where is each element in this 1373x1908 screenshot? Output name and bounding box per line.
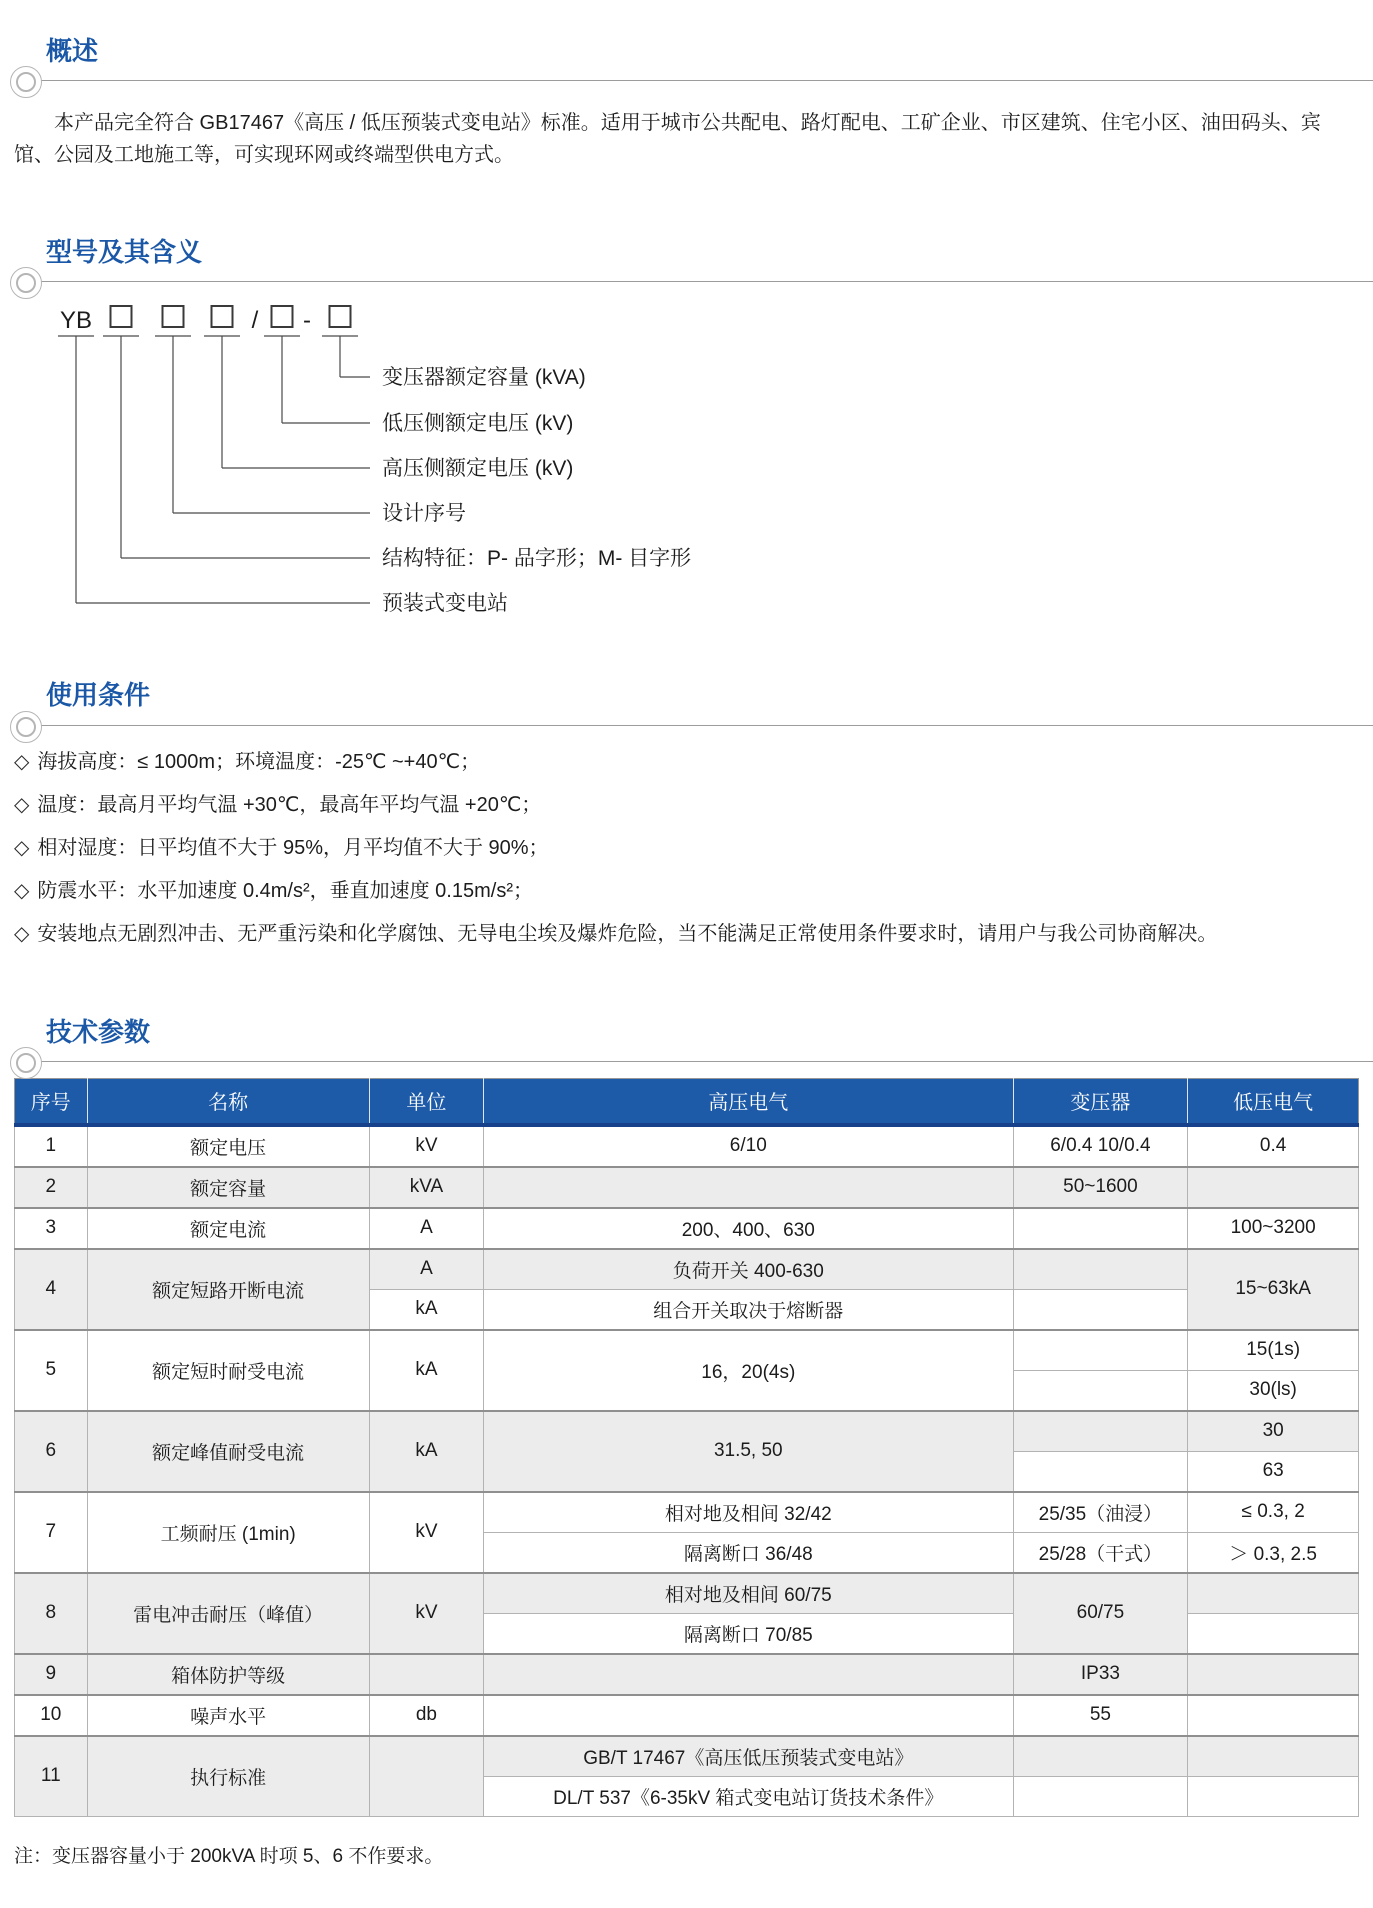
table-row xyxy=(15,1125,1359,1167)
cell-transformer xyxy=(1013,1451,1188,1492)
col-header-lv: 低压电气 xyxy=(1188,1078,1359,1125)
cell-name: 额定短时耐受电流 xyxy=(87,1330,369,1411)
cell-lv: 63 xyxy=(1188,1451,1359,1492)
cell-seq: 6 xyxy=(15,1411,88,1492)
model-label-substation: 预装式变电站 xyxy=(382,592,508,616)
model-dash: - xyxy=(303,307,311,335)
cell-name: 雷电冲击耐压（峰值） xyxy=(87,1573,369,1654)
col-header-seq: 序号 xyxy=(15,1078,88,1125)
section-title: 使用条件 xyxy=(46,680,151,711)
condition-text: 安装地点无剧烈冲击、无严重污染和化学腐蚀、无导电尘埃及爆炸危险，当不能满足正常使用条件要求时，请用户与我公司协商解决。 xyxy=(37,922,1218,945)
model-designation-diagram xyxy=(0,290,1373,622)
cell-lv: ≤ 0.3, 2 xyxy=(1188,1492,1359,1533)
cell-unit: A xyxy=(369,1249,483,1290)
cell-transformer: IP33 xyxy=(1013,1654,1188,1695)
model-box-2 xyxy=(163,306,184,327)
section-marker-icon xyxy=(10,66,42,98)
table-row xyxy=(15,1654,1359,1695)
condition-text: 海拔高度：≤ 1000m；环境温度：-25℃ ~+40℃； xyxy=(37,750,481,773)
col-header-name: 名称 xyxy=(87,1078,369,1125)
model-label-hv-voltage: 高压侧额定电压 (kV) xyxy=(382,457,574,481)
section-header xyxy=(0,670,1373,725)
cell-lv xyxy=(1188,1167,1359,1208)
cell-unit: kV xyxy=(369,1492,483,1573)
cell-lv: ＞ 0.3, 2.5 xyxy=(1188,1532,1359,1573)
model-slash: / xyxy=(251,307,259,335)
section-divider xyxy=(27,80,1373,81)
table-row xyxy=(15,1695,1359,1736)
list-item xyxy=(14,748,1359,777)
section-conditions xyxy=(0,670,1373,948)
cell-seq: 4 xyxy=(15,1249,88,1330)
cell-unit: kA xyxy=(369,1289,483,1330)
overview-paragraph: 本产品完全符合 GB17467《高压 / 低压预装式变电站》标准。适用于城市公共配电、路灯配电、工矿企业、市区建筑、住宅小区、油田码头、宾馆、公园及工地施工等，可实现环网或终端型供电方式。 xyxy=(14,112,1321,167)
section-header xyxy=(0,26,1373,81)
cell-transformer xyxy=(1013,1289,1188,1330)
diamond-bullet-icon: ◇ xyxy=(14,879,30,902)
cell-hv: 负荷开关 400-630 xyxy=(484,1249,1014,1290)
cell-hv: 相对地及相间 32/42 xyxy=(484,1492,1014,1533)
table-row xyxy=(15,1411,1359,1452)
cell-seq: 7 xyxy=(15,1492,88,1573)
cell-lv: 15~63kA xyxy=(1188,1249,1359,1330)
cell-name: 额定容量 xyxy=(87,1167,369,1208)
cell-name: 额定峰值耐受电流 xyxy=(87,1411,369,1492)
cell-hv xyxy=(484,1654,1014,1695)
cell-unit xyxy=(369,1736,483,1817)
cell-name: 额定电压 xyxy=(87,1125,369,1167)
model-label-capacity: 变压器额定容量 (kVA) xyxy=(382,366,586,390)
cell-transformer: 25/28（干式） xyxy=(1013,1532,1188,1573)
cell-unit: kA xyxy=(369,1411,483,1492)
section-title: 型号及其含义 xyxy=(46,237,203,268)
model-label-structure: 结构特征：P- 品字形；M- 目字形 xyxy=(382,547,692,571)
model-box-1 xyxy=(111,306,132,327)
cell-hv: 31.5, 50 xyxy=(484,1411,1014,1492)
cell-hv: 16，20(4s) xyxy=(484,1330,1014,1411)
cell-seq: 10 xyxy=(15,1695,88,1736)
cell-lv: 15(1s) xyxy=(1188,1330,1359,1371)
section-header xyxy=(0,1007,1373,1062)
cell-unit: db xyxy=(369,1695,483,1736)
table-row xyxy=(15,1573,1359,1614)
condition-text: 防震水平：水平加速度 0.4m/s²，垂直加速度 0.15m/s²； xyxy=(37,879,533,902)
diamond-bullet-icon: ◇ xyxy=(14,750,30,773)
cell-seq: 3 xyxy=(15,1208,88,1249)
cell-lv xyxy=(1188,1776,1359,1816)
cell-lv xyxy=(1188,1736,1359,1777)
cell-unit: kV xyxy=(369,1573,483,1654)
diamond-bullet-icon: ◇ xyxy=(14,836,30,859)
cell-transformer xyxy=(1013,1370,1188,1411)
model-label-design-serial: 设计序号 xyxy=(382,502,466,526)
cell-name: 工频耐压 (1min) xyxy=(87,1492,369,1573)
list-item xyxy=(14,920,1359,949)
cell-hv: 隔离断口 70/85 xyxy=(484,1613,1014,1654)
cell-transformer: 50~1600 xyxy=(1013,1167,1188,1208)
cell-name: 噪声水平 xyxy=(87,1695,369,1736)
cell-name: 执行标准 xyxy=(87,1736,369,1817)
cell-seq: 5 xyxy=(15,1330,88,1411)
cell-transformer: 60/75 xyxy=(1013,1573,1188,1654)
cell-unit: kV xyxy=(369,1125,483,1167)
cell-hv: DL/T 537《6-35kV 箱式变电站订货技术条件》 xyxy=(484,1776,1014,1816)
conditions-list xyxy=(14,748,1359,949)
cell-seq: 9 xyxy=(15,1654,88,1695)
table-note: 注：变压器容量小于 200kVA 时项 5、6 不作要求。 xyxy=(14,1845,444,1867)
cell-transformer: 55 xyxy=(1013,1695,1188,1736)
cell-transformer xyxy=(1013,1330,1188,1371)
cell-lv: 30(ls) xyxy=(1188,1370,1359,1411)
cell-hv: 200、400、630 xyxy=(484,1208,1014,1249)
cell-name: 额定电流 xyxy=(87,1208,369,1249)
cell-hv: GB/T 17467《高压低压预装式变电站》 xyxy=(484,1736,1014,1777)
section-model xyxy=(0,227,1373,622)
cell-hv xyxy=(484,1695,1014,1736)
section-header xyxy=(0,227,1373,282)
cell-lv: 30 xyxy=(1188,1411,1359,1452)
section-parameters xyxy=(0,1007,1373,1868)
table-row xyxy=(15,1249,1359,1290)
table-header-row xyxy=(15,1078,1359,1125)
parameters-table-wrap xyxy=(14,1078,1359,1817)
section-marker-icon xyxy=(10,1047,42,1079)
cell-transformer xyxy=(1013,1249,1188,1290)
cell-hv: 隔离断口 36/48 xyxy=(484,1532,1014,1573)
section-overview xyxy=(0,26,1373,171)
table-row xyxy=(15,1492,1359,1533)
cell-lv xyxy=(1188,1654,1359,1695)
cell-transformer: 25/35（油浸） xyxy=(1013,1492,1188,1533)
cell-lv xyxy=(1188,1573,1359,1614)
diamond-bullet-icon: ◇ xyxy=(14,922,30,945)
cell-transformer xyxy=(1013,1208,1188,1249)
section-title: 概述 xyxy=(46,36,99,66)
cell-lv xyxy=(1188,1695,1359,1736)
cell-transformer xyxy=(1013,1776,1188,1816)
cell-transformer xyxy=(1013,1411,1188,1452)
cell-seq: 11 xyxy=(15,1736,88,1817)
cell-hv: 组合开关取决于熔断器 xyxy=(484,1289,1014,1330)
col-header-transformer: 变压器 xyxy=(1013,1078,1188,1125)
section-title: 技术参数 xyxy=(46,1016,151,1047)
cell-unit: A xyxy=(369,1208,483,1249)
model-box-3 xyxy=(212,306,233,327)
model-label-lv-voltage: 低压侧额定电压 (kV) xyxy=(382,412,574,436)
section-divider xyxy=(27,281,1373,282)
cell-unit xyxy=(369,1654,483,1695)
cell-unit: kVA xyxy=(369,1167,483,1208)
cell-lv: 0.4 xyxy=(1188,1125,1359,1167)
cell-lv: 100~3200 xyxy=(1188,1208,1359,1249)
model-box-5 xyxy=(330,306,351,327)
model-prefix: YB xyxy=(59,307,93,335)
cell-transformer: 6/0.4 10/0.4 xyxy=(1013,1125,1188,1167)
cell-seq: 8 xyxy=(15,1573,88,1654)
cell-seq: 1 xyxy=(15,1125,88,1167)
col-header-hv: 高压电气 xyxy=(484,1078,1014,1125)
cell-lv xyxy=(1188,1613,1359,1654)
cell-hv: 相对地及相间 60/75 xyxy=(484,1573,1014,1614)
section-divider xyxy=(27,725,1373,726)
diamond-bullet-icon: ◇ xyxy=(14,793,30,816)
table-row xyxy=(15,1736,1359,1777)
parameters-table xyxy=(14,1078,1359,1817)
list-item xyxy=(14,791,1359,820)
table-row xyxy=(15,1167,1359,1208)
table-row xyxy=(15,1208,1359,1249)
cell-hv: 6/10 xyxy=(484,1125,1014,1167)
list-item xyxy=(14,877,1359,906)
cell-seq: 2 xyxy=(15,1167,88,1208)
list-item xyxy=(14,834,1359,863)
condition-text: 相对湿度：日平均值不大于 95%，月平均值不大于 90%； xyxy=(37,836,549,859)
section-divider xyxy=(27,1061,1373,1062)
cell-unit: kA xyxy=(369,1330,483,1411)
col-header-unit: 单位 xyxy=(369,1078,483,1125)
cell-hv xyxy=(484,1167,1014,1208)
cell-transformer xyxy=(1013,1736,1188,1777)
section-marker-icon xyxy=(10,711,42,743)
condition-text: 温度：最高月平均气温 +30℃，最高年平均气温 +20℃； xyxy=(37,793,542,816)
model-box-4 xyxy=(272,306,293,327)
table-row xyxy=(15,1330,1359,1371)
cell-name: 额定短路开断电流 xyxy=(87,1249,369,1330)
cell-name: 箱体防护等级 xyxy=(87,1654,369,1695)
